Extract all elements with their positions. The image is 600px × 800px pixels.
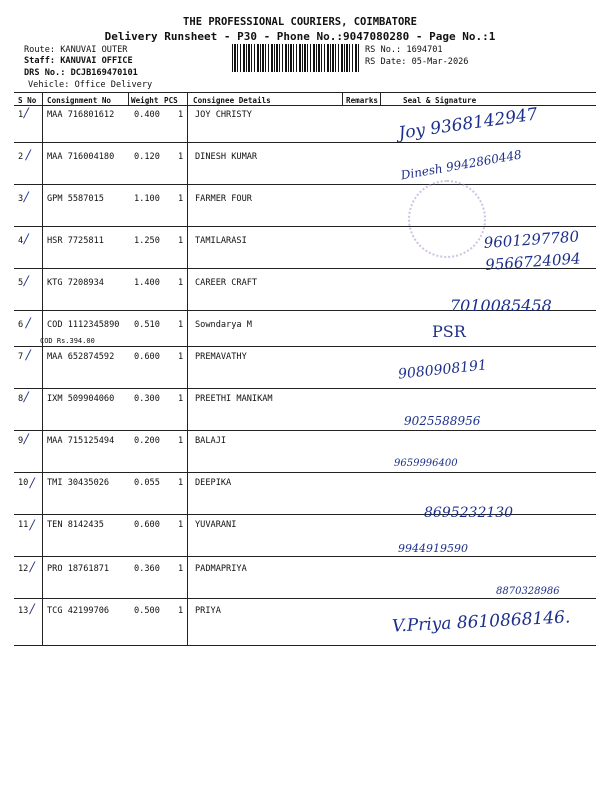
col-weight: Weight bbox=[131, 96, 159, 105]
row-sno: 6 bbox=[18, 320, 24, 330]
row-consignment: GPM 5587015 bbox=[47, 194, 104, 204]
tick-mark-icon: / bbox=[24, 106, 29, 121]
row-sno: 4 bbox=[18, 236, 24, 246]
row-consignee: PADMAPRIYA bbox=[195, 564, 247, 574]
tick-mark-icon: / bbox=[24, 190, 29, 205]
row-weight: 0.600 bbox=[134, 352, 160, 362]
tick-mark-icon: / bbox=[24, 432, 29, 447]
row-consignment: TEN 8142435 bbox=[47, 520, 104, 530]
row-consignee: PREETHI MANIKAM bbox=[195, 394, 273, 404]
row-pcs: 1 bbox=[178, 606, 184, 616]
row-consignment: TMI 30435026 bbox=[47, 478, 110, 488]
tick-mark-icon: / bbox=[30, 476, 35, 491]
row-consignment: MAA 716801612 bbox=[47, 110, 115, 120]
row-weight: 1.100 bbox=[134, 194, 160, 204]
row-consignee: BALAJI bbox=[195, 436, 227, 446]
row-pcs: 1 bbox=[178, 236, 184, 246]
row-pcs: 1 bbox=[178, 478, 184, 488]
tick-mark-icon: / bbox=[30, 518, 35, 533]
signature: 8870328986 bbox=[496, 586, 560, 597]
signature: Dinesh 9942860448 bbox=[399, 147, 523, 183]
row-consignee: YUVARANI bbox=[195, 520, 237, 530]
signature: Joy 9368142947 bbox=[397, 104, 539, 144]
col-consignee: Consignee Details bbox=[193, 96, 271, 105]
col-signature: Seal & Signature bbox=[403, 96, 477, 105]
row-consignment: MAA 652874592 bbox=[47, 352, 115, 362]
row-pcs: 1 bbox=[178, 564, 184, 574]
row-pcs: 1 bbox=[178, 520, 184, 530]
row-weight: 0.510 bbox=[134, 320, 160, 330]
signature: 9080908191 bbox=[397, 357, 488, 383]
row-pcs: 1 bbox=[178, 152, 184, 162]
row-consignee: PRIYA bbox=[195, 606, 221, 616]
row-pcs: 1 bbox=[178, 320, 184, 330]
tick-mark-icon: / bbox=[30, 602, 35, 617]
signature: 9659996400 bbox=[394, 458, 458, 469]
tick-mark-icon: / bbox=[26, 148, 31, 163]
signature: 9944919590 bbox=[398, 542, 468, 555]
drs-label: DRS No.: DCJB169470101 bbox=[24, 68, 138, 78]
row-consignment: IXM 509904060 bbox=[47, 394, 115, 404]
rs-number: RS No.: 1694701 bbox=[365, 45, 443, 55]
signature: PSR bbox=[432, 322, 466, 341]
row-consignee: TAMILARASI bbox=[195, 236, 247, 246]
row-consignment: KTG 7208934 bbox=[47, 278, 104, 288]
row-consignment: HSR 7725811 bbox=[47, 236, 104, 246]
row-weight: 0.360 bbox=[134, 564, 160, 574]
staff-label: Staff: KANUVAI OFFICE bbox=[24, 56, 133, 66]
barcode bbox=[232, 44, 360, 72]
row-sno: 1 bbox=[18, 110, 24, 120]
row-sno: 2 bbox=[18, 152, 24, 162]
row-consignee: DINESH KUMAR bbox=[195, 152, 258, 162]
col-pcs: PCS bbox=[164, 96, 178, 105]
tick-mark-icon: / bbox=[24, 390, 29, 405]
row-weight: 1.400 bbox=[134, 278, 160, 288]
row-weight: 1.250 bbox=[134, 236, 160, 246]
row-pcs: 1 bbox=[178, 394, 184, 404]
row-pcs: 1 bbox=[178, 436, 184, 446]
row-consignee: PREMAVATHY bbox=[195, 352, 247, 362]
row-weight: 0.600 bbox=[134, 520, 160, 530]
tick-mark-icon: / bbox=[24, 274, 29, 289]
row-consignee: FARMER FOUR bbox=[195, 194, 252, 204]
signature: 9601297780 9566724094 bbox=[483, 227, 582, 274]
route-label: Route: KANUVAI OUTER bbox=[24, 45, 128, 55]
row-consignment: PRO 18761871 bbox=[47, 564, 110, 574]
row-consignee: JOY CHRISTY bbox=[195, 110, 252, 120]
row-sno: 10 bbox=[18, 478, 29, 488]
runsheet-subtitle: Delivery Runsheet - P30 - Phone No.:9047080280 - Page No.:1 bbox=[104, 30, 496, 43]
col-consignment: Consignment No bbox=[47, 96, 112, 105]
row-consignment: MAA 715125494 bbox=[47, 436, 115, 446]
cod-amount: COD Rs.394.00 bbox=[40, 337, 95, 345]
row-consignee: CAREER CRAFT bbox=[195, 278, 258, 288]
signature: 7010085458 bbox=[450, 296, 552, 315]
row-sno: 7 bbox=[18, 352, 24, 362]
row-weight: 0.055 bbox=[134, 478, 160, 488]
row-weight: 0.500 bbox=[134, 606, 160, 616]
row-weight: 0.400 bbox=[134, 110, 160, 120]
row-sno: 9 bbox=[18, 436, 24, 446]
row-consignment: MAA 716004180 bbox=[47, 152, 115, 162]
row-sno: 12 bbox=[18, 564, 29, 574]
col-remarks: Remarks bbox=[346, 96, 379, 105]
row-pcs: 1 bbox=[178, 352, 184, 362]
tick-mark-icon: / bbox=[30, 560, 35, 575]
row-pcs: 1 bbox=[178, 110, 184, 120]
vehicle-label: Vehicle: Office Delivery bbox=[28, 80, 153, 90]
row-sno: 13 bbox=[18, 606, 29, 616]
row-consignee: Sowndarya M bbox=[195, 320, 252, 330]
signature: 8695232130 bbox=[424, 505, 514, 521]
row-sno: 8 bbox=[18, 394, 24, 404]
col-sno: S No bbox=[18, 96, 37, 105]
row-pcs: 1 bbox=[178, 194, 184, 204]
row-consignment: TCG 42199706 bbox=[47, 606, 110, 616]
row-pcs: 1 bbox=[178, 278, 184, 288]
tick-mark-icon: / bbox=[26, 348, 31, 363]
row-sno: 11 bbox=[18, 520, 29, 530]
tick-mark-icon: / bbox=[24, 232, 29, 247]
signature: V.Priya 8610868146. bbox=[391, 607, 571, 637]
row-consignment: COD 1112345890 bbox=[47, 320, 120, 330]
row-sno: 5 bbox=[18, 278, 24, 288]
rs-date: RS Date: 05-Mar-2026 bbox=[365, 57, 469, 67]
row-weight: 0.300 bbox=[134, 394, 160, 404]
row-weight: 0.200 bbox=[134, 436, 160, 446]
tick-mark-icon: / bbox=[26, 316, 31, 331]
row-consignee: DEEPIKA bbox=[195, 478, 232, 488]
company-title: THE PROFESSIONAL COURIERS, COIMBATORE bbox=[183, 16, 417, 28]
signature: 9025588956 bbox=[404, 414, 481, 428]
row-weight: 0.120 bbox=[134, 152, 160, 162]
row-sno: 3 bbox=[18, 194, 24, 204]
